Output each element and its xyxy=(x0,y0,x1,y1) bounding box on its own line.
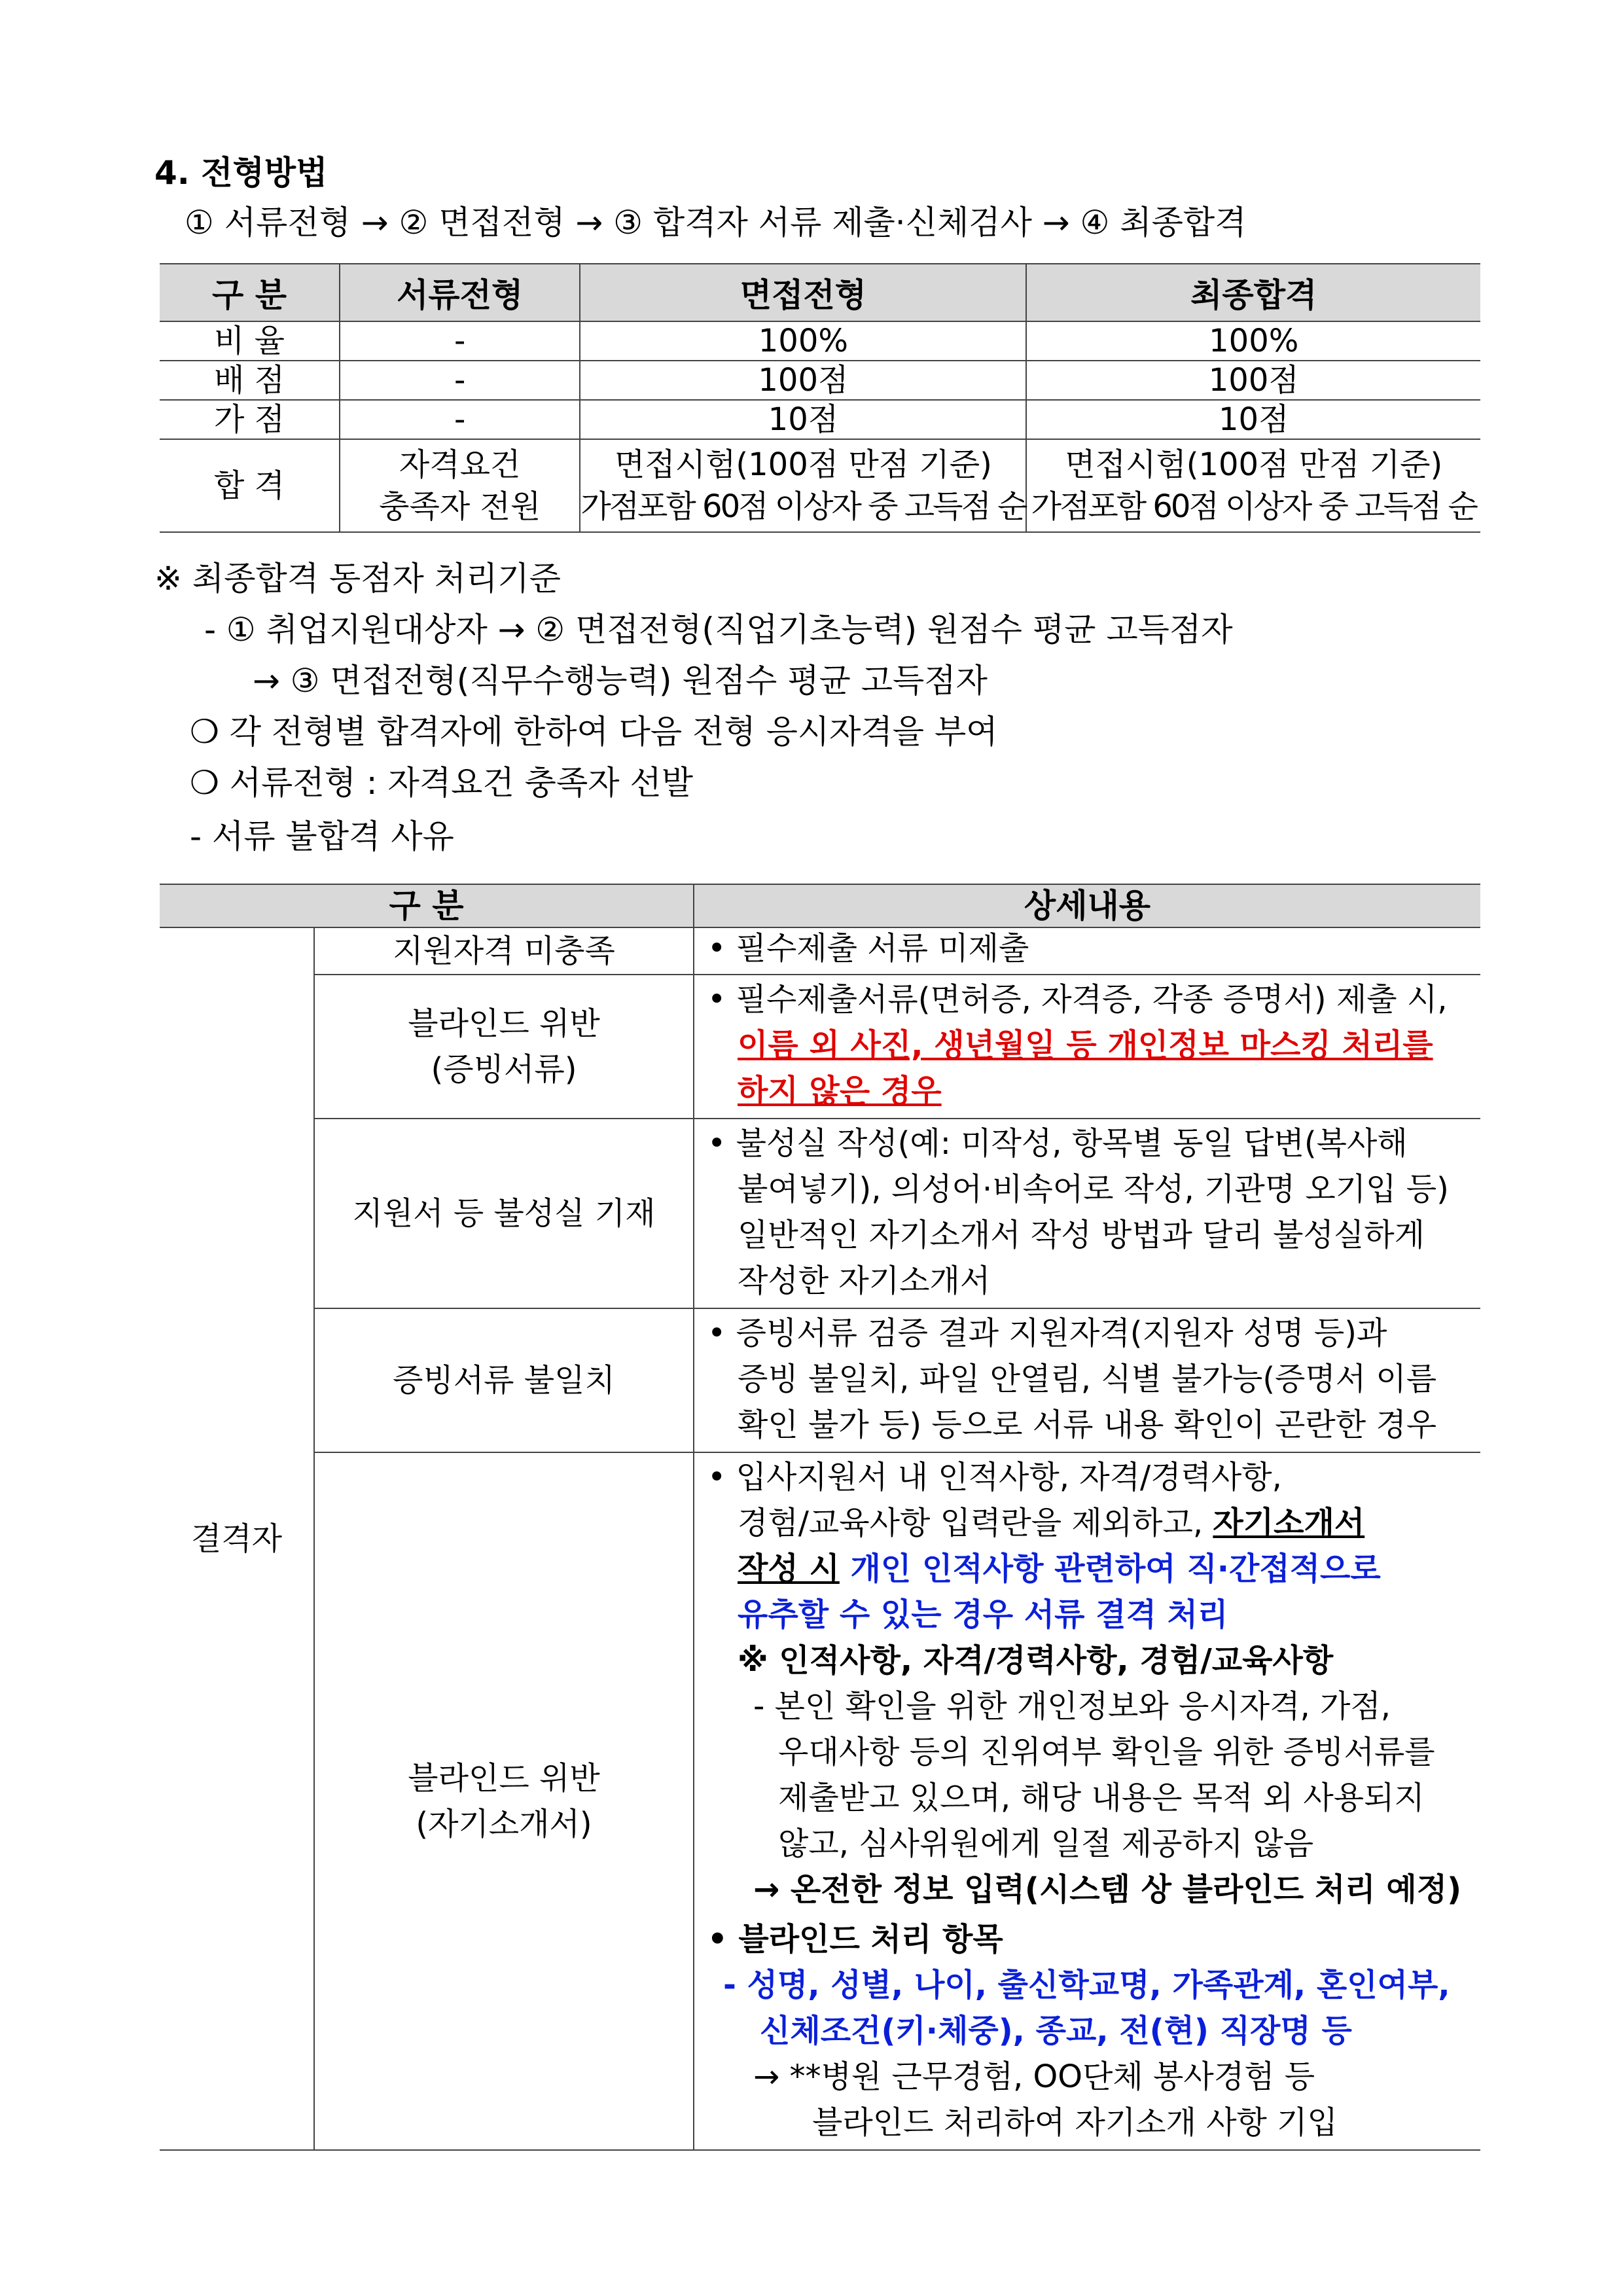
cell-line: 면접시험(100점 만점 기준) xyxy=(1065,446,1443,483)
detail-highlight: 하지 않은 경우 xyxy=(738,1073,942,1109)
detail-line: 붙여넣기), 의성어·비속어로 작성, 기관명 오기입 등) xyxy=(738,1171,1449,1208)
cell-final: 10점 xyxy=(1026,400,1480,439)
group-label: 결격자 xyxy=(160,927,314,2150)
category-line: 블라인드 위반 xyxy=(408,1760,600,1797)
cell-document xyxy=(340,439,580,532)
cell-document: - xyxy=(340,400,580,439)
category-cell: 지원자격 미충족 xyxy=(314,927,694,975)
detail-line: 일반적인 자기소개서 작성 방법과 달리 불성실하게 xyxy=(738,1217,1425,1253)
detail-subtitle: ※ 인적사항, 자격/경력사항, 경험/교육사항 xyxy=(738,1642,1334,1679)
table-header-row xyxy=(160,264,1480,321)
category-cell: 증빙서류 불일치 xyxy=(314,1308,694,1452)
detail-line: 제출받고 있으며, 해당 내용은 목적 외 사용되지 xyxy=(778,1780,1425,1816)
table-row xyxy=(160,975,1480,1119)
cell-line: 가점포함 60점 이상자 중 고득점 순 xyxy=(1031,488,1476,525)
row-label: 배 점 xyxy=(160,361,340,400)
detail-line: 블라인드 처리하여 자기소개 사항 기입 xyxy=(812,2104,1338,2141)
table-row xyxy=(160,1308,1480,1452)
fail-reasons-title: - 서류 불합격 사유 xyxy=(190,817,454,855)
header-category: 구 분 xyxy=(160,884,694,927)
table-row xyxy=(160,1119,1480,1308)
section-heading: 4. 전형방법 xyxy=(154,154,328,192)
detail-highlight: 유추할 수 있는 경우 서류 결격 처리 xyxy=(738,1596,1228,1633)
table-row xyxy=(160,321,1480,361)
detail-cell xyxy=(694,1119,1480,1308)
cell-interview xyxy=(580,439,1026,532)
detail-line: 증빙 불일치, 파일 안열림, 식별 불가능(증명서 이름 xyxy=(738,1361,1437,1397)
cell-final xyxy=(1026,439,1480,532)
table-row xyxy=(160,400,1480,439)
table-row xyxy=(160,1452,1480,2150)
row-label: 가 점 xyxy=(160,400,340,439)
detail-highlight: 신체조건(키·체중), 종교, 전(현) 직장명 등 xyxy=(760,2013,1352,2049)
detail-line: → **병원 근무경험, OO단체 봉사경험 등 xyxy=(753,2058,1315,2095)
detail-text: 경험/교육사항 입력란을 제외하고, xyxy=(738,1505,1213,1541)
detail-line xyxy=(707,1546,1474,1592)
category-cell xyxy=(314,1452,694,2150)
cell-document: - xyxy=(340,361,580,400)
detail-cell xyxy=(694,975,1480,1119)
detail-cell xyxy=(694,1308,1480,1452)
table-row xyxy=(160,927,1480,975)
cell-line: 가점포함 60점 이상자 중 고득점 순 xyxy=(580,488,1026,525)
header-detail: 상세내용 xyxy=(694,884,1480,927)
detail-line: 작성한 자기소개서 xyxy=(738,1263,991,1299)
category-cell: 지원서 등 불성실 기재 xyxy=(314,1119,694,1308)
selection-method-table xyxy=(160,263,1480,533)
header-interview: 면접전형 xyxy=(580,264,1026,321)
detail-line: • 불성실 작성(예: 미작성, 항목별 동일 답변(복사해 xyxy=(707,1125,1408,1162)
cell-line: 충족자 전원 xyxy=(379,488,541,525)
detail-line: • 입사지원서 내 인적사항, 자격/경력사항, xyxy=(707,1459,1282,1496)
detail-highlight: 개인 인적사항 관련하여 직·간접적으로 xyxy=(839,1551,1381,1587)
cell-final: 100점 xyxy=(1026,361,1480,400)
table-header-row xyxy=(160,884,1480,927)
table-row xyxy=(160,361,1480,400)
category-line: (자기소개서) xyxy=(416,1806,592,1842)
tie-rule-title: ※ 최종합격 동점자 처리기준 xyxy=(154,560,561,598)
row-label: 합 격 xyxy=(160,439,340,532)
cell-interview: 100점 xyxy=(580,361,1026,400)
detail-subtitle: • 블라인드 처리 항목 xyxy=(707,1921,1003,1958)
row-label: 비 율 xyxy=(160,321,340,361)
detail-line: • 필수제출서류(면허증, 자격증, 각종 증명서) 제출 시, xyxy=(707,981,1448,1018)
detail-line: 우대사항 등의 진위여부 확인을 위한 증빙서류를 xyxy=(778,1734,1435,1770)
header-category: 구 분 xyxy=(160,264,340,321)
detail-line xyxy=(707,1500,1474,1546)
detail-line: 확인 불가 등) 등으로 서류 내용 확인이 곤란한 경우 xyxy=(738,1407,1437,1443)
tie-rule-line: - ① 취업지원대상자 → ② 면접전형(직업기초능력) 원점수 평균 고득점자 xyxy=(204,611,1233,649)
header-final: 최종합격 xyxy=(1026,264,1480,321)
detail-line: • 증빙서류 검증 결과 지원자격(지원자 성명 등)과 xyxy=(707,1315,1387,1352)
detail-emphasis: 작성 시 xyxy=(738,1551,840,1587)
category-cell xyxy=(314,975,694,1119)
detail-line: 않고, 심사위원에게 일절 제공하지 않음 xyxy=(778,1825,1314,1862)
category-line: 블라인드 위반 xyxy=(408,1005,600,1042)
cell-final: 100% xyxy=(1026,321,1480,361)
detail-subtitle: → 온전한 정보 입력(시스템 상 블라인드 처리 예정) xyxy=(753,1871,1462,1908)
cell-line: 면접시험(100점 만점 기준) xyxy=(614,446,992,483)
tie-rule-line: → ③ 면접전형(직무수행능력) 원점수 평균 고득점자 xyxy=(253,662,988,700)
header-document: 서류전형 xyxy=(340,264,580,321)
detail-cell xyxy=(694,927,1480,975)
cell-interview: 100% xyxy=(580,321,1026,361)
detail-line: • 필수제출 서류 미제출 xyxy=(707,930,1029,967)
bullet-item: ❍ 서류전형 : 자격요건 충족자 선발 xyxy=(190,764,694,802)
selection-flow: ① 서류전형 → ② 면접전형 → ③ 합격자 서류 제출·신체검사 → ④ 최종합격 xyxy=(185,204,1247,242)
detail-line: - 본인 확인을 위한 개인정보와 응시자격, 가점, xyxy=(753,1688,1391,1725)
cell-interview: 10점 xyxy=(580,400,1026,439)
detail-highlight: 이름 외 사진, 생년월일 등 개인정보 마스킹 처리를 xyxy=(738,1027,1433,1064)
detail-emphasis: 자기소개서 xyxy=(1213,1505,1365,1541)
table-row xyxy=(160,439,1480,532)
detail-cell xyxy=(694,1452,1480,2150)
fail-reasons-table xyxy=(160,884,1480,2151)
category-line: (증빙서류) xyxy=(431,1051,577,1088)
bullet-item: ❍ 각 전형별 합격자에 한하여 다음 전형 응시자격을 부여 xyxy=(190,713,998,751)
cell-line: 자격요건 xyxy=(399,446,521,483)
detail-highlight: - 성명, 성별, 나이, 출신학교명, 가족관계, 혼인여부, xyxy=(723,1967,1450,2003)
cell-document: - xyxy=(340,321,580,361)
